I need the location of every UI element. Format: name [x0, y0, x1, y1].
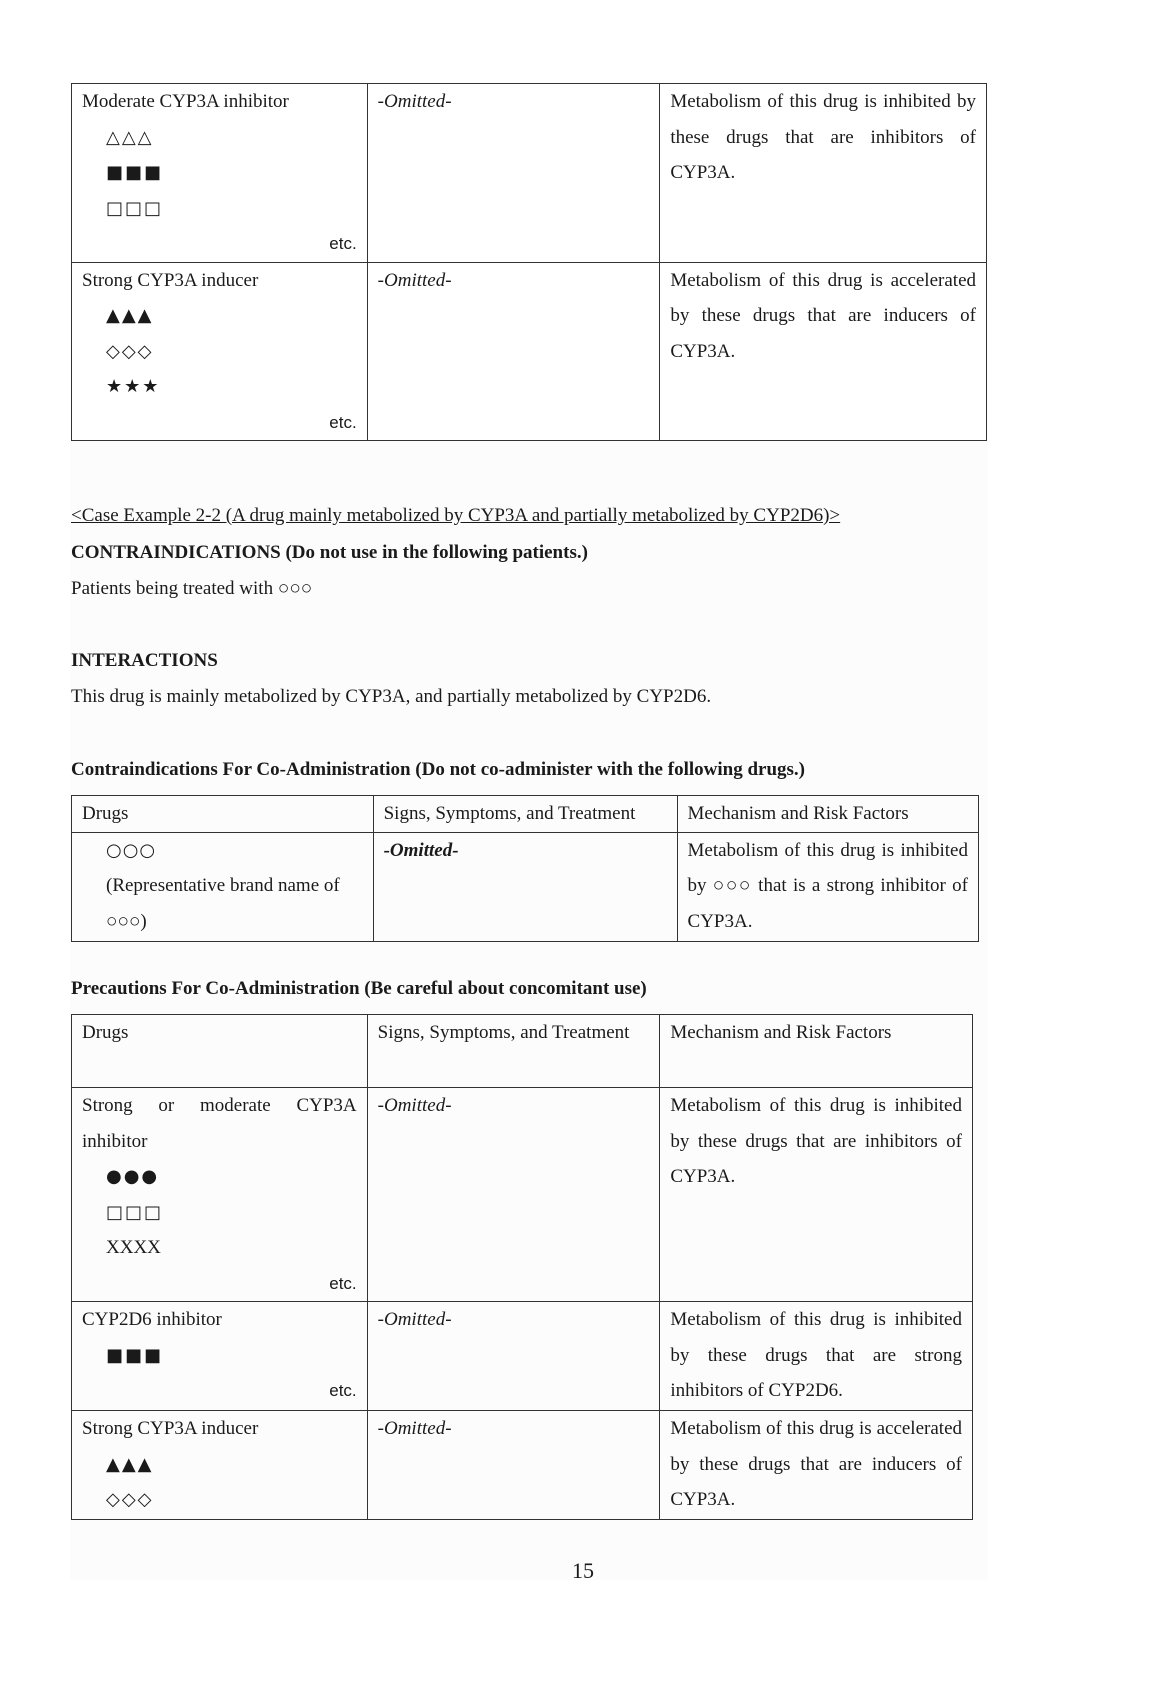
drug-cell: [72, 1411, 368, 1520]
signs-cell: -Omitted-: [367, 1088, 660, 1302]
contraindications-text: Patients being treated with ○○○: [71, 578, 313, 599]
drug-symbols: ■■■: [106, 162, 164, 183]
etc-label: etc.: [329, 1273, 357, 1293]
signs-cell: -Omitted-: [373, 832, 677, 941]
header-drugs: Drugs: [72, 796, 374, 833]
table-row: [72, 1302, 973, 1411]
drug-cell: [72, 832, 374, 941]
header-signs: Signs, Symptoms, and Treatment: [367, 1015, 660, 1088]
signs-cell: -Omitted-: [367, 1411, 660, 1520]
drug-symbols: ■■■: [106, 1344, 164, 1366]
interactions-text: This drug is mainly metabolized by CYP3A, and partially metabolized by CYP2D6.: [71, 686, 712, 707]
drug-symbols: □□□: [106, 1201, 164, 1223]
drug-label: CYP2D6 inhibitor: [82, 1309, 222, 1330]
interactions-heading: INTERACTIONS: [71, 650, 218, 671]
table-row: [72, 832, 979, 941]
header-drugs: Drugs: [72, 1015, 368, 1088]
drug-symbols: ◇◇◇: [106, 340, 154, 362]
signs-cell: -Omitted-: [367, 262, 660, 441]
drug-label: Strong CYP3A inducer: [82, 269, 259, 291]
header-mechanism: Mechanism and Risk Factors: [660, 1015, 973, 1088]
contra-coadmin-table: [71, 795, 979, 942]
drug-symbols: XXXX: [106, 1237, 161, 1258]
table-row: [72, 84, 987, 263]
case-example-title: <Case Example 2-2 (A drug mainly metabolized by CYP3A and partially metabolized by CYP2D6)>: [71, 505, 841, 526]
table-row: [72, 262, 987, 441]
etc-label: etc.: [329, 412, 357, 432]
drug-symbols: ◇◇◇: [106, 1489, 154, 1510]
etc-label: etc.: [329, 1381, 357, 1400]
drug-symbols: ▲▲▲: [106, 305, 154, 326]
mechanism-cell: Metabolism of this drug is accelerated by these drugs that are inducers of CYP3A.: [660, 262, 987, 441]
mechanism-cell: Metabolism of this drug is accelerated by these drugs that are inducers of CYP3A.: [660, 1411, 973, 1520]
precautions-heading: Precautions For Co-Administration (Be careful about concomitant use): [71, 978, 647, 999]
brand-name-line: ○○○): [106, 910, 147, 932]
drug-cell: [72, 1302, 368, 1411]
page-number: 15: [572, 1558, 594, 1583]
mechanism-cell: Metabolism of this drug is inhibited by these drugs that are strong inhibitors of CYP2D6.: [660, 1302, 973, 1411]
table-row: [72, 1088, 973, 1302]
signs-cell: -Omitted-: [367, 84, 660, 263]
drug-symbols: □□□: [106, 197, 164, 219]
drug-symbols: ▲▲▲: [106, 1453, 154, 1475]
drug-symbols: ●●●: [106, 1166, 160, 1187]
contraindications-heading: CONTRAINDICATIONS (Do not use in the following patients.): [71, 542, 588, 563]
brand-name-line: (Representative brand name of: [106, 875, 340, 896]
header-mechanism: Mechanism and Risk Factors: [677, 796, 978, 833]
drug-label: Strong CYP3A inducer: [82, 1418, 259, 1439]
signs-cell: -Omitted-: [367, 1302, 660, 1411]
mechanism-cell: Metabolism of this drug is inhibited by these drugs that are inhibitors of CYP3A.: [660, 1088, 973, 1302]
drug-symbols: △△△: [106, 126, 154, 148]
table-header-row: [72, 796, 979, 833]
mechanism-cell: Metabolism of this drug is inhibited by these drugs that are inhibitors of CYP3A.: [660, 84, 987, 263]
table-header-row: [72, 1015, 973, 1088]
drug-cell: [72, 1088, 368, 1302]
table-row: [72, 1411, 973, 1520]
drug-symbols: ○○○: [106, 839, 157, 861]
drug-label: Strong or moderate CYP3A inhibitor: [82, 1095, 357, 1152]
drug-cell: [72, 262, 368, 441]
header-signs: Signs, Symptoms, and Treatment: [373, 796, 677, 833]
drug-symbols: ★★★: [106, 376, 161, 397]
contra-coadmin-heading: Contraindications For Co-Administration (Do not co-administer with the following drugs.): [71, 759, 805, 780]
mechanism-cell: Metabolism of this drug is inhibited by ○○○ that is a strong inhibitor of CYP3A.: [677, 832, 978, 941]
drug-cell: [72, 84, 368, 263]
etc-label: etc.: [329, 234, 357, 253]
precautions-table: [71, 1014, 973, 1520]
drug-label: Moderate CYP3A inhibitor: [82, 91, 289, 112]
top-interactions-table: [71, 83, 987, 441]
